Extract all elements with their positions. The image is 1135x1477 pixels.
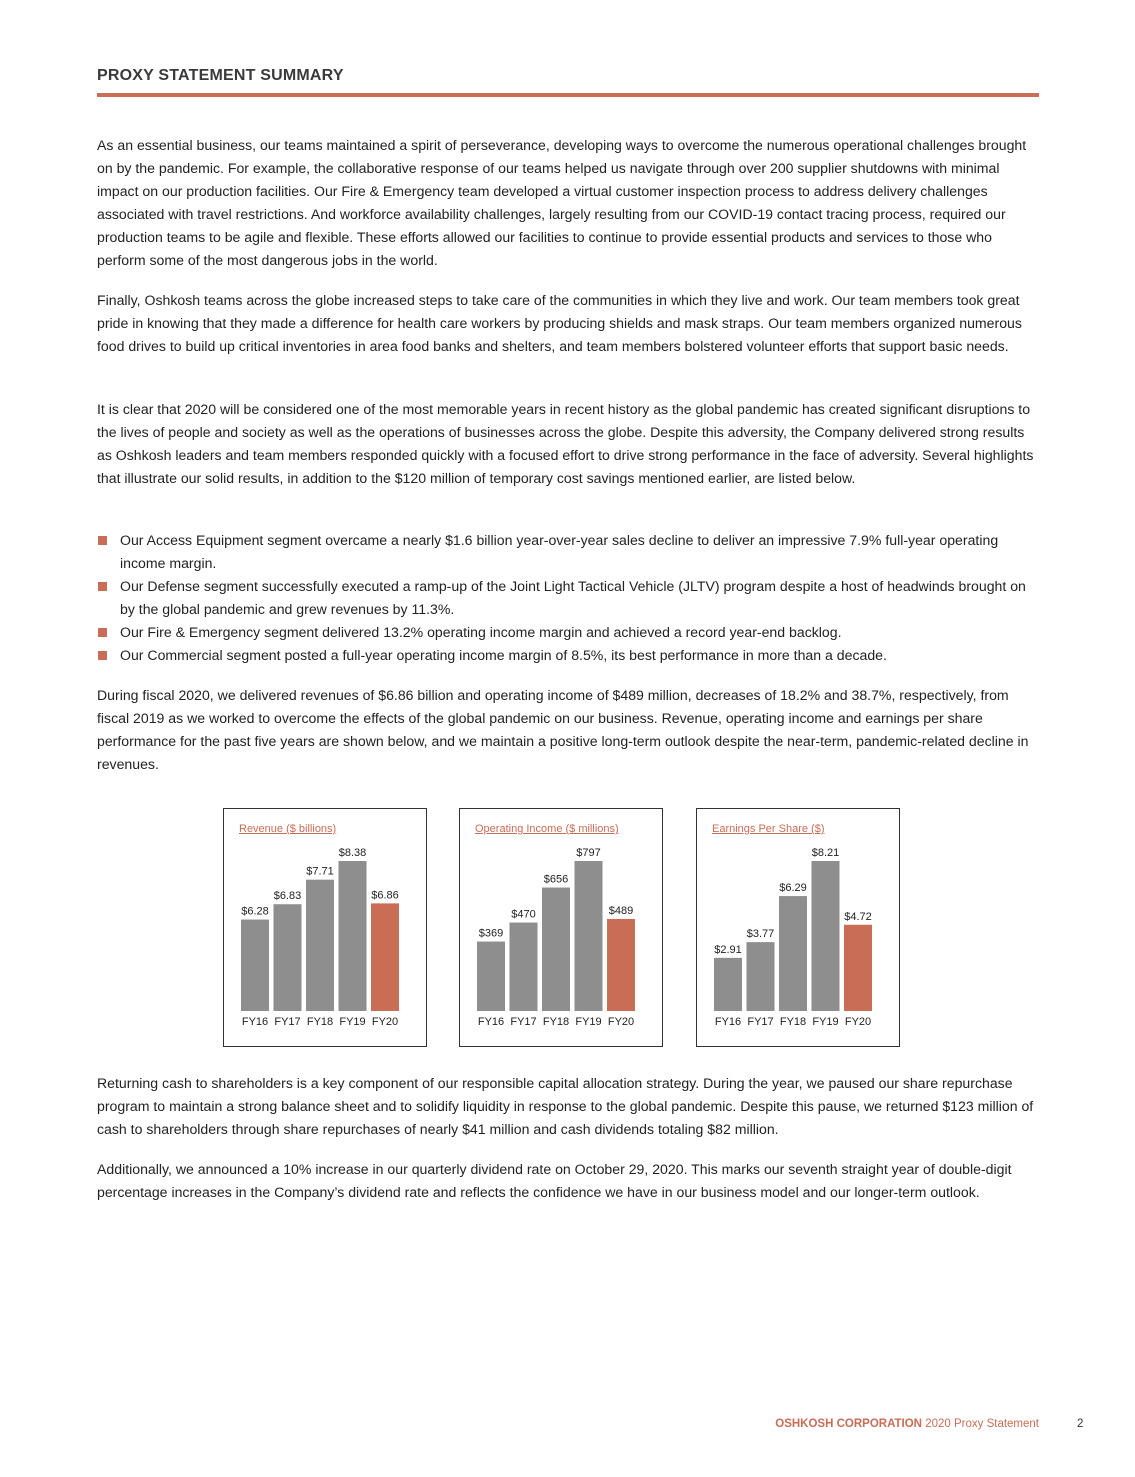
bullet-square-icon — [98, 536, 107, 545]
data-label: $6.29 — [779, 882, 807, 895]
bullet-square-icon — [98, 628, 107, 637]
bullet-square-icon — [98, 582, 107, 591]
x-tick-label: FY16 — [241, 1016, 269, 1028]
highlights-list — [97, 529, 1037, 667]
bar-fy16 — [477, 942, 505, 1011]
bar-fy19 — [339, 861, 367, 1011]
paragraph-results — [97, 398, 1037, 490]
x-tick-label: FY19 — [339, 1016, 366, 1028]
chart-title: Earnings Per Share ($) — [712, 823, 825, 835]
data-label: $6.86 — [371, 889, 399, 902]
revenue-chart-plot — [224, 809, 426, 1046]
paragraph-text: Returning cash to shareholders is a key component of our responsible capital allocation strategy. During the year, we paused our share repurchase program to maintain a strong balance sheet and to solidify liquidity in response to the global pandemic. Despite this pause, we returned $123 million of cash to shareholders through share repurchases of nearly $41 million and cash dividends totaling $82 million. — [97, 1075, 1034, 1137]
header-rule — [97, 93, 1039, 97]
data-label: $656 — [543, 873, 569, 886]
page-number: 2 — [1077, 1418, 1084, 1430]
x-tick-label: FY19 — [812, 1016, 839, 1028]
chart-title: Revenue ($ billions) — [239, 823, 337, 835]
bar-fy16 — [241, 920, 269, 1011]
list-item-text: Our Commercial segment posted a full-year operating income margin of 8.5%, its best performance in more than a decade. — [120, 647, 887, 663]
list-item — [97, 529, 1037, 575]
bar-fy20 — [844, 925, 872, 1011]
x-tick-label: FY19 — [575, 1016, 602, 1028]
x-tick-label: FY17 — [747, 1016, 774, 1028]
data-label: $369 — [478, 927, 504, 940]
paragraph-text: Additionally, we announced a 10% increase in our quarterly dividend rate on October 29, 2020. This marks our seventh straight year of double-digit percentage increases in the Company’s dividend rate and reflects the confidence we have in our business model and our longer-term outlook. — [97, 1161, 1012, 1200]
data-label: $4.72 — [844, 910, 872, 923]
bar-fy20 — [371, 903, 399, 1011]
list-item-text: Our Defense segment successfully executed a ramp-up of the Joint Light Tactical Vehicle (JLTV) program despite a host of headwinds brought on by the global pandemic and grew revenues by 11.3%. — [120, 578, 1026, 617]
x-tick-label: FY20 — [844, 1016, 872, 1028]
x-tick-label: FY16 — [477, 1016, 505, 1028]
eps-chart — [696, 808, 900, 1047]
paragraph-communities — [97, 289, 1037, 358]
data-label: $470 — [511, 908, 536, 921]
list-item-text: Our Access Equipment segment overcame a nearly $1.6 billion year-over-year sales decline to deliver an impressive 7.9% full-year operating income margin. — [120, 532, 999, 571]
bar-fy16 — [714, 958, 742, 1011]
x-tick-label: FY16 — [714, 1016, 742, 1028]
bar-fy18 — [306, 880, 334, 1011]
paragraph-dividend — [97, 1158, 1037, 1204]
paragraph-capital-allocation — [97, 1072, 1037, 1141]
x-tick-label: FY20 — [607, 1016, 635, 1028]
x-tick-label: FY18 — [542, 1016, 570, 1028]
eps-chart-plot — [697, 809, 899, 1046]
bullet-square-icon — [98, 651, 107, 660]
list-item — [97, 621, 1037, 644]
data-label: $7.71 — [306, 865, 334, 878]
data-label: $8.21 — [811, 847, 840, 859]
list-item — [97, 575, 1037, 621]
bar-fy17 — [747, 942, 775, 1011]
data-label: $8.38 — [338, 847, 367, 859]
data-label: $3.77 — [746, 928, 775, 941]
footer — [775, 1418, 1039, 1430]
bar-fy18 — [779, 896, 807, 1011]
x-tick-label: FY20 — [371, 1016, 399, 1028]
data-label: $6.28 — [241, 905, 269, 918]
footer-document: 2020 Proxy Statement — [925, 1418, 1039, 1430]
paragraph-text: During fiscal 2020, we delivered revenues of $6.86 billion and operating income of $489 million, decreases of 18.2% and 38.7%, respectively, from fiscal 2019 as we worked to overcome the effects of the global pandemic on our business. Revenue, operating income and earnings per share performance for the past five years are shown below, and we maintain a positive long-term outlook despite the near-term, pandemic-related decline in revenues. — [97, 687, 1029, 772]
data-label: $797 — [576, 847, 601, 859]
revenue-chart — [223, 808, 427, 1047]
operating-income-chart — [459, 808, 663, 1047]
paragraph-text: Finally, Oshkosh teams across the globe increased steps to take care of the communities in which they live and work. Our team members took great pride in knowing that they made a difference for health care workers by producing shields and mask straps. Our team members organized numerous food drives to build up critical inventories in area food banks and shelters, and team members bolstered volunteer efforts that support basic needs. — [97, 292, 1022, 354]
bar-fy19 — [575, 861, 603, 1011]
bar-fy18 — [542, 888, 570, 1011]
footer-company: OSHKOSH CORPORATION — [775, 1418, 922, 1430]
chart-title: Operating Income ($ millions) — [475, 823, 619, 835]
bar-fy19 — [812, 861, 840, 1011]
data-label: $489 — [608, 904, 634, 917]
bar-fy17 — [510, 923, 538, 1011]
page-title: PROXY STATEMENT SUMMARY — [97, 67, 344, 84]
paragraph-text: As an essential business, our teams maintained a spirit of perseverance, developing ways to overcome the numerous operational challenges brought on by the pandemic. For example, the collaborative response of our teams helped us navigate through over 200 supplier shutdowns with minimal impact on our production facilities. Our Fire & Emergency team developed a virtual customer inspection process to address delivery challenges associated with travel restrictions. And workforce availability challenges, largely resulting from our COVID-19 contact tracing process, required our production teams to be agile and flexible. These efforts allowed our facilities to continue to provide essential products and services to those who perform some of the most dangerous jobs in the world. — [97, 137, 1027, 268]
bar-fy17 — [274, 904, 302, 1011]
list-item-text: Our Fire & Emergency segment delivered 13.2% operating income margin and achieved a record year-end backlog. — [120, 624, 842, 640]
data-label: $6.83 — [273, 890, 302, 903]
x-tick-label: FY17 — [510, 1016, 537, 1028]
paragraph-operations — [97, 134, 1037, 272]
x-tick-label: FY18 — [779, 1016, 807, 1028]
x-tick-label: FY17 — [274, 1016, 301, 1028]
x-tick-label: FY18 — [306, 1016, 334, 1028]
paragraph-fiscal-2020 — [97, 684, 1037, 776]
list-item — [97, 644, 1037, 667]
data-label: $2.91 — [714, 943, 742, 956]
bar-fy20 — [607, 919, 635, 1011]
paragraph-text: It is clear that 2020 will be considered one of the most memorable years in recent history as the global pandemic has created significant disruptions to the lives of people and society as well as the operations of businesses across the globe. Despite this adversity, the Company delivered strong results as Oshkosh leaders and team members responded quickly with a focused effort to drive strong performance in the face of adversity. Several highlights that illustrate our solid results, in addition to the $120 million of temporary cost savings mentioned earlier, are listed below. — [97, 401, 1034, 486]
operating-income-chart-plot — [460, 809, 662, 1046]
